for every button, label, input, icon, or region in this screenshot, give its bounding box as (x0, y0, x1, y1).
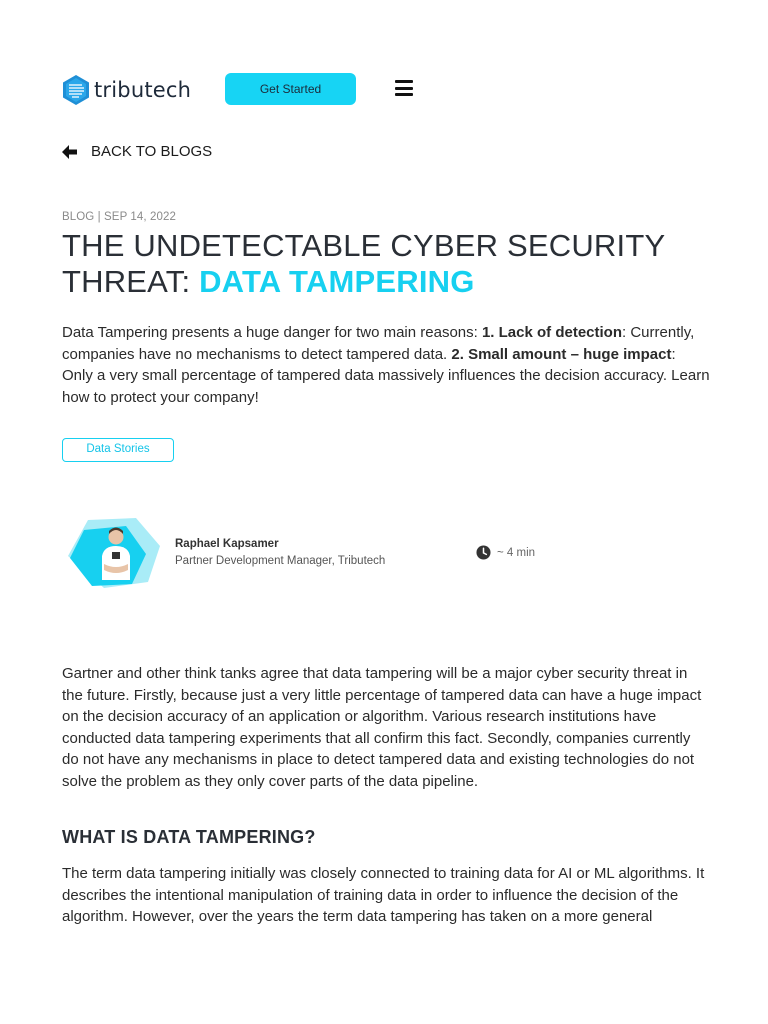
read-time-label: ~ 4 min (497, 546, 536, 559)
back-to-blogs-link[interactable] (62, 143, 212, 160)
post-intro (62, 322, 710, 408)
intro-bold-2: 2. Small amount – huge impact (451, 345, 672, 363)
get-started-button[interactable]: Get Started (225, 73, 356, 105)
logo-wordmark: tributech (94, 78, 192, 102)
intro-bold-1: 1. Lack of detection (481, 324, 623, 341)
intro-text-2: : Currently, companies have no mechanisms to detect tampered data. (62, 324, 695, 363)
arrow-left-icon (62, 145, 77, 159)
back-to-blogs-label: BACK TO BLOGS (91, 143, 213, 160)
category-tag[interactable]: Data Stories (62, 438, 174, 462)
author-role: Partner Development Manager, Tributech (175, 555, 386, 567)
tributech-logo-icon (62, 74, 90, 106)
read-time (476, 545, 535, 560)
author-avatar (66, 518, 162, 590)
section-heading: WHAT IS DATA TAMPERING? (62, 827, 316, 847)
post-meta: BLOG | SEP 14, 2022 (62, 211, 176, 223)
author-block (62, 518, 712, 590)
body-paragraph-1: Gartner and other think tanks agree that data tampering will be a major cyber security threat in the future. Firstly, because just a very little percentage of tampered data can have a huge impact on the decision accuracy of an application or algorithm. Various research institutions have conducted data tampering experiments that all confirm this fact. Secondly, companies currently do not have any mechanisms in place to detect tampered data and existing technologies do not solve the problem as they only cover parts of the data pipeline. (62, 665, 702, 790)
post-title (62, 228, 712, 300)
post-title-accent: DATA TAMPERING (199, 264, 475, 299)
body-paragraph-2: The term data tampering initially was closely connected to training data for AI or ML algorithms. It describes the intentional manipulation of training data in order to influence the decision of the algorithm. However, over the years the term data tampering has taken on a more general (62, 865, 705, 926)
intro-text-1: Data Tampering presents a huge danger for two main reasons: (62, 324, 482, 341)
site-header (62, 72, 712, 108)
author-name: Raphael Kapsamer (175, 538, 279, 550)
tributech-logo[interactable] (62, 74, 191, 106)
clock-icon (476, 545, 491, 560)
intro-text-3: : Only a very small percentage of tampered data massively influences the decision accuracy. Learn how to protect your company! (62, 345, 710, 406)
hamburger-menu-icon[interactable] (395, 80, 413, 98)
post-title-plain: THE UNDETECTABLE CYBER SECURITY THREAT: (62, 228, 665, 299)
